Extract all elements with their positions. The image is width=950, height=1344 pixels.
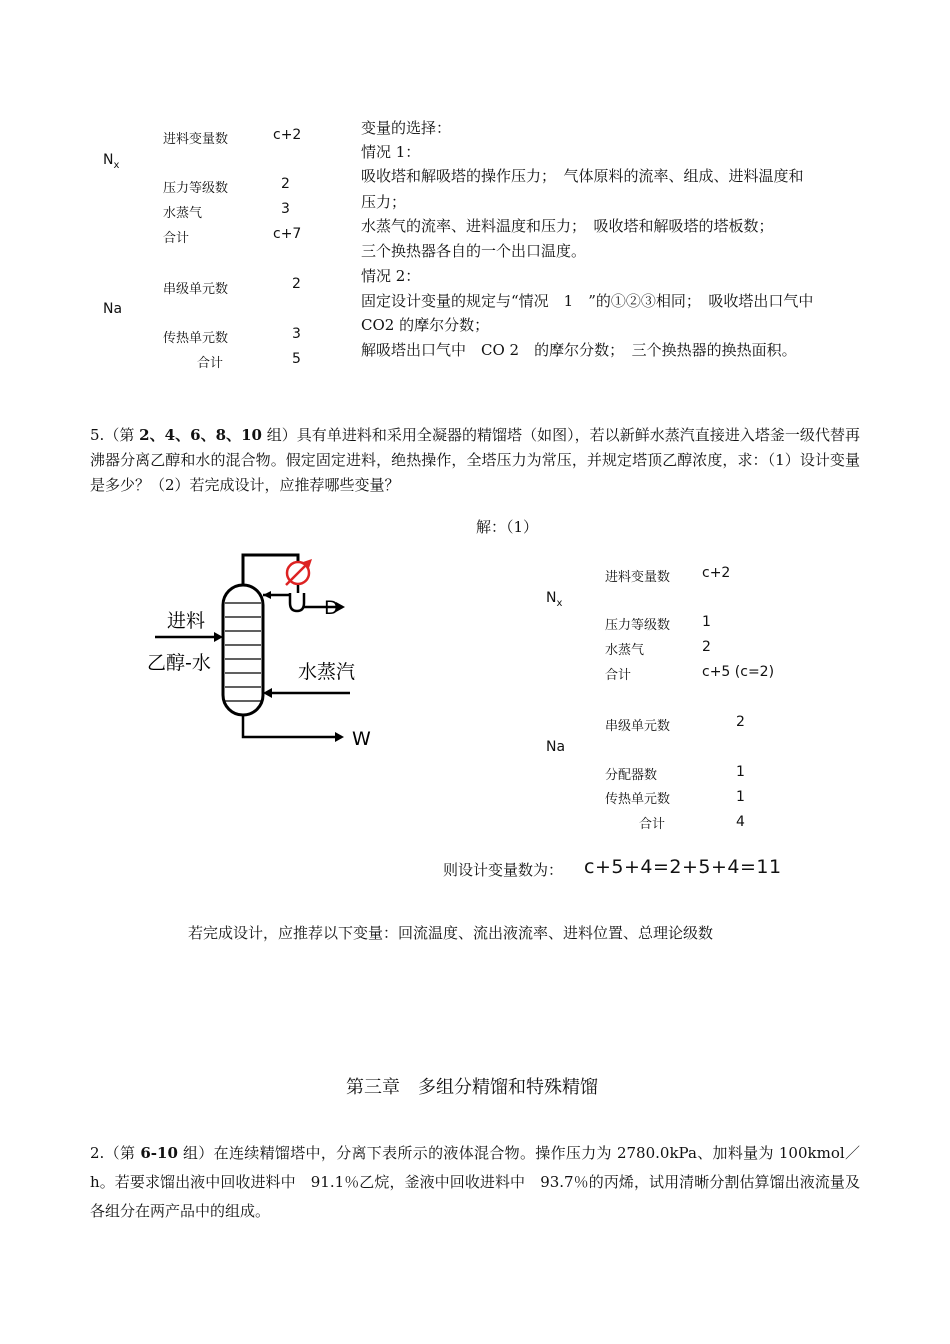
- row-label: 压力等级数: [163, 181, 229, 196]
- text-line: 压力；: [361, 193, 407, 211]
- row-label: 水蒸气: [605, 643, 645, 658]
- row-label: 传热单元数: [163, 331, 229, 346]
- recommend-text: 若完成设计，应推荐以下变量：回流温度、流出液流率、进料位置、总理论级数: [188, 924, 714, 942]
- row-value: 4: [736, 814, 745, 830]
- row-label: 压力等级数: [605, 618, 671, 633]
- row-label: 传热单元数: [605, 792, 671, 807]
- distillation-column-diagram: [140, 545, 400, 755]
- bottoms-label: W: [352, 728, 371, 750]
- na-label: Na: [546, 739, 566, 755]
- condenser-icon: [286, 559, 312, 585]
- row-value: c+7: [273, 226, 302, 242]
- row-label: 进料变量数: [163, 132, 229, 147]
- feed-label: 进料: [167, 610, 206, 632]
- row-value: 1: [702, 614, 711, 630]
- text-line: 吸收塔和解吸塔的操作压力； 气体原料的流率、组成、进料温度和: [361, 167, 804, 185]
- row-label: 串级单元数: [605, 719, 671, 734]
- row-value: c+2: [702, 565, 731, 581]
- row-value: c+5 (c=2): [702, 664, 775, 680]
- row-value: c+2: [273, 127, 302, 143]
- row-label: 分配器数: [605, 768, 658, 783]
- distillate-label: D: [324, 597, 339, 619]
- nx-symbol: $N_x$: [546, 590, 563, 609]
- row-label: 合计: [163, 231, 190, 246]
- row-value: 2: [702, 639, 711, 655]
- text-line: 变量的选择：: [361, 119, 452, 137]
- text-line: 水蒸气的流率、进料温度和压力； 吸收塔和解吸塔的塔板数；: [361, 217, 774, 235]
- bottoms-arrow: [335, 732, 344, 742]
- steam-label: 水蒸汽: [298, 661, 356, 683]
- column-body: [223, 585, 263, 715]
- text-line: 解吸塔出口气中 CO 2 的摩尔分数； 三个换热器的换热面积。: [361, 341, 797, 359]
- row-value: 3: [281, 201, 290, 217]
- row-value: 2: [736, 714, 745, 730]
- row-label: 合计: [605, 668, 632, 683]
- column-trays: [225, 603, 261, 701]
- bottoms-line: [243, 715, 336, 737]
- text-line: CO2 的摩尔分数；: [361, 316, 490, 334]
- row-label: 水蒸气: [163, 206, 203, 221]
- chapter-title: 第三章 多组分精馏和特殊精馏: [346, 1077, 598, 1098]
- row-label: 合计: [197, 356, 224, 371]
- result-formula: c+5+4=2+5+4=11: [584, 856, 782, 878]
- problem-2-text: 2.（第 6-10 组）在连续精馏塔中，分离下表所示的液体混合物。操作压力为 2780.0kPa、加料量为 100kmol／h。若要求馏出液中回收进料中 91.1％乙烷，釜液中回收进料中 93.7％的丙烯，试用清晰分割估算馏出液流量及各组分在两产品中的组成。: [90, 1144, 860, 1220]
- row-value: 3: [292, 326, 301, 342]
- result-label: 则设计变量数为：: [443, 861, 564, 879]
- na-label: Na: [103, 301, 123, 317]
- row-label: 串级单元数: [163, 282, 229, 297]
- text-line: 固定设计变量的规定与“情况 1 ”的①②③相同； 吸收塔出口气中: [361, 292, 814, 310]
- row-value: 5: [292, 351, 301, 367]
- row-value: 1: [736, 764, 745, 780]
- row-value: 2: [292, 276, 301, 292]
- feed-mixture-label: 乙醇-水: [147, 652, 211, 674]
- text-line: 情况 1：: [361, 143, 421, 161]
- row-label: 进料变量数: [605, 570, 671, 585]
- text-line: 情况 2：: [361, 267, 421, 285]
- nx-symbol: $N_x$: [103, 152, 120, 171]
- problem-5-text: 5.（第 2、4、6、8、10 组）具有单进料和采用全凝器的精馏塔（如图），若以新鲜水蒸汽直接进入塔釜一级代替再沸器分离乙醇和水的混合物。假定固定进料，绝热操作，全塔压力为常压，并规定塔顶乙醇浓度，求：（1）设计变量是多少？（2）若完成设计，应推荐哪些变量？: [90, 426, 860, 494]
- row-value: 2: [281, 176, 290, 192]
- row-label: 合计: [639, 817, 666, 832]
- text-line: 三个换热器各自的一个出口温度。: [361, 242, 587, 260]
- reflux-loop: [290, 585, 304, 611]
- row-value: 1: [736, 789, 745, 805]
- solution-label: 解：（1）: [476, 518, 539, 536]
- reflux-arrow: [263, 591, 271, 599]
